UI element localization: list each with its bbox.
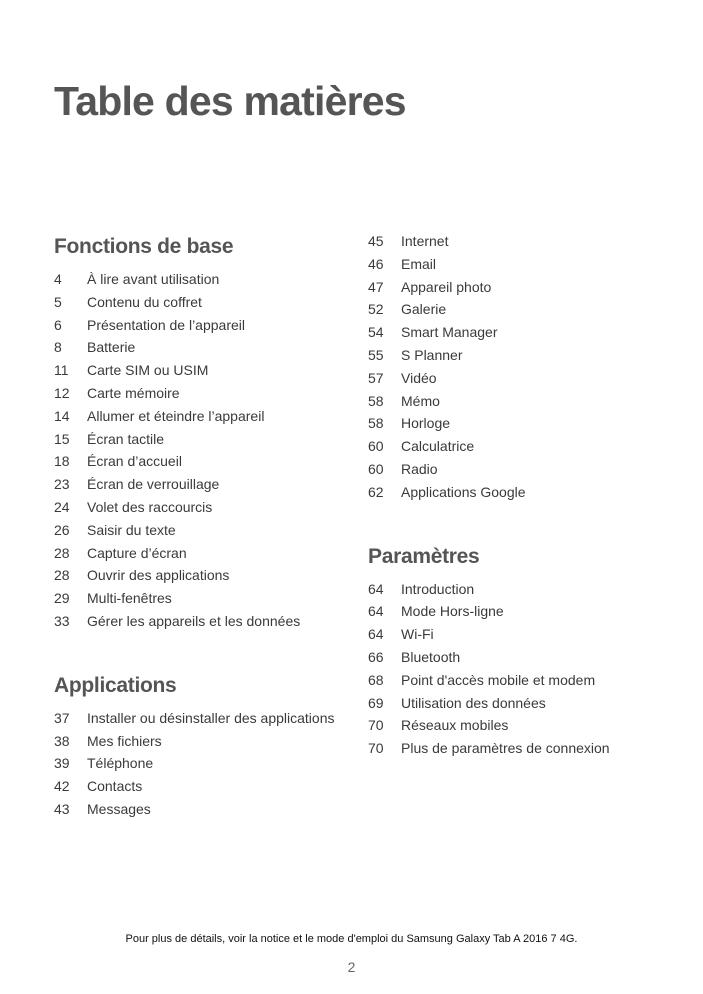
toc-page-number: 15 (54, 430, 70, 447)
toc-entry[interactable] (368, 321, 668, 344)
section-heading: Paramètres (368, 544, 480, 568)
toc-entry-label: Mes fichiers (87, 732, 162, 749)
toc-entry-label: Batterie (87, 339, 136, 356)
toc-list (368, 230, 668, 504)
toc-entry[interactable] (54, 610, 354, 633)
toc-page-number: 52 (368, 301, 384, 318)
toc-entry[interactable] (54, 564, 354, 587)
toc-entry[interactable] (54, 775, 354, 798)
toc-entry[interactable] (54, 428, 354, 451)
toc-entry-label: Horloge (401, 415, 451, 432)
toc-entry-label: Bluetooth (401, 648, 461, 665)
toc-page-number: 58 (368, 392, 384, 409)
toc-entry[interactable] (368, 646, 668, 669)
toc-entry[interactable] (54, 730, 354, 753)
toc-entry-label: Écran d’accueil (87, 453, 182, 470)
toc-page-number: 58 (368, 415, 384, 432)
toc-entry-label: Écran de verrouillage (87, 476, 220, 493)
toc-entry-label: Point d'accès mobile et modem (401, 671, 596, 688)
toc-page-number: 57 (368, 369, 384, 386)
toc-entry-label: Email (401, 255, 437, 272)
toc-entry-label: Mode Hors-ligne (401, 603, 504, 620)
section-applications-continued (368, 230, 668, 504)
toc-entry-label: Contacts (87, 778, 143, 795)
toc-entry-label: Allumer et éteindre l’appareil (87, 407, 265, 424)
toc-page-number: 29 (54, 590, 70, 607)
toc-entry-label: Smart Manager (401, 324, 498, 341)
toc-page-number: 55 (368, 346, 384, 363)
toc-page-number: 42 (54, 778, 70, 795)
toc-page-number: 8 (54, 339, 62, 356)
toc-entry[interactable] (54, 450, 354, 473)
toc-page-number: 5 (54, 293, 62, 310)
toc-entry[interactable] (368, 737, 668, 760)
toc-entry-label: Internet (401, 233, 449, 249)
toc-entry[interactable] (54, 268, 354, 291)
toc-page-number: 38 (54, 732, 70, 749)
toc-page-number: 68 (368, 671, 384, 688)
toc-page-number: 23 (54, 476, 70, 493)
toc-entry[interactable] (54, 707, 354, 730)
toc-entry[interactable] (368, 253, 668, 276)
toc-entry[interactable] (368, 298, 668, 321)
toc-page-number: 43 (54, 800, 70, 817)
toc-page-number: 54 (368, 324, 384, 341)
footer-note: Pour plus de détails, voir la notice et le mode d'emploi du Samsung Galaxy Tab A 2016 7 4G. (125, 933, 578, 945)
toc-entry-label: Plus de paramètres de connexion (401, 740, 610, 757)
toc-entry-label: Messages (87, 800, 151, 817)
toc-page-number: 64 (368, 580, 384, 597)
toc-entry[interactable] (54, 314, 354, 337)
toc-page-number: 28 (54, 567, 70, 584)
toc-page-number: 6 (54, 316, 62, 333)
toc-entry[interactable] (368, 276, 668, 299)
toc-list (54, 268, 354, 633)
toc-entry-label: Galerie (401, 301, 447, 318)
toc-page-number: 26 (54, 521, 70, 538)
toc-entry[interactable] (368, 412, 668, 435)
toc-entry-label: Contenu du coffret (87, 293, 202, 310)
toc-entry-label: Calculatrice (401, 438, 475, 455)
toc-entry-label: Volet des raccourcis (87, 498, 213, 515)
toc-entry-label: Présentation de l’appareil (87, 316, 245, 333)
toc-entry[interactable] (54, 473, 354, 496)
toc-list (54, 707, 354, 821)
toc-entry[interactable] (54, 382, 354, 405)
page-number: 2 (347, 959, 356, 975)
toc-entry[interactable] (54, 359, 354, 382)
toc-page-number: 60 (368, 460, 384, 477)
toc-entry-label: À lire avant utilisation (87, 271, 220, 287)
toc-entry[interactable] (54, 405, 354, 428)
toc-entry-label: Carte SIM ou USIM (87, 362, 209, 379)
toc-entry-label: Réseaux mobiles (401, 717, 509, 734)
toc-entry-label: Capture d’écran (87, 544, 187, 561)
toc-entry[interactable] (54, 519, 354, 542)
toc-entry[interactable] (54, 752, 354, 775)
toc-page-number: 70 (368, 740, 384, 757)
toc-entry[interactable] (54, 587, 354, 610)
toc-left-column (54, 232, 354, 821)
toc-entry-label: Wi-Fi (401, 626, 434, 643)
toc-entry-label: S Planner (401, 346, 463, 363)
toc-page-number: 11 (54, 362, 69, 379)
toc-entry-label: Vidéo (401, 369, 437, 386)
toc-entry-label: Écran tactile (87, 430, 165, 447)
toc-entry[interactable] (54, 496, 354, 519)
toc-page-number: 66 (368, 648, 384, 665)
toc-entry[interactable] (368, 714, 668, 737)
toc-entry[interactable] (368, 623, 668, 646)
toc-entry-label: Saisir du texte (87, 521, 176, 538)
toc-page-number: 64 (368, 603, 384, 620)
toc-entry-label: Utilisation des données (401, 694, 546, 711)
section-heading: Fonctions de base (54, 235, 234, 258)
toc-entry-label: Mémo (401, 392, 440, 409)
toc-entry[interactable] (54, 542, 354, 565)
toc-page-number: 64 (368, 626, 384, 643)
toc-entry[interactable] (54, 291, 354, 314)
toc-entry-label: Gérer les appareils et les données (87, 612, 301, 629)
toc-page-number: 45 (368, 233, 384, 249)
section-applications (54, 671, 354, 821)
toc-entry[interactable] (54, 798, 354, 821)
toc-entry[interactable] (368, 390, 668, 413)
toc-page-number: 60 (368, 438, 384, 455)
toc-entry[interactable] (368, 344, 668, 367)
toc-page-number: 47 (368, 278, 384, 295)
section-parametres (368, 542, 668, 760)
toc-page-number: 37 (54, 709, 70, 726)
toc-entry[interactable] (368, 600, 668, 623)
toc-entry-label: Appareil photo (401, 278, 492, 295)
toc-page-number: 28 (54, 544, 70, 561)
toc-entry-label: Radio (401, 460, 438, 477)
toc-page-number: 46 (368, 255, 384, 272)
toc-page-number: 14 (54, 407, 70, 424)
toc-page-number: 24 (54, 498, 70, 515)
toc-page-number: 69 (368, 694, 384, 711)
toc-entry[interactable] (368, 481, 668, 504)
toc-entry[interactable] (368, 458, 668, 481)
toc-entry-label: Applications Google (401, 483, 526, 500)
toc-page-number: 18 (54, 453, 70, 470)
toc-page-number: 70 (368, 717, 384, 734)
toc-entry-label: Téléphone (87, 755, 154, 772)
toc-entry-label: Ouvrir des applications (87, 567, 230, 584)
section-fonctions-de-base (54, 232, 354, 633)
toc-entry-label: Installer ou désinstaller des applications (87, 709, 335, 726)
toc-list (368, 578, 668, 760)
toc-page-number: 12 (54, 384, 70, 401)
toc-page-number: 39 (54, 755, 70, 772)
toc-entry[interactable] (368, 435, 668, 458)
toc-page-number: 62 (368, 483, 384, 500)
toc-page-number: 33 (54, 612, 70, 629)
page-title: Table des matières (54, 78, 406, 124)
toc-entry[interactable] (368, 367, 668, 390)
toc-entry-label: Carte mémoire (87, 384, 180, 401)
toc-right-column (368, 230, 668, 760)
toc-page-number: 4 (54, 271, 62, 287)
toc-entry-label: Multi-fenêtres (87, 590, 172, 607)
toc-entry-label: Introduction (401, 580, 475, 597)
toc-entry[interactable] (368, 669, 668, 692)
toc-entry[interactable] (368, 578, 668, 601)
toc-entry[interactable] (54, 336, 354, 359)
toc-entry[interactable] (368, 692, 668, 715)
toc-entry[interactable] (368, 230, 668, 253)
section-heading: Applications (54, 673, 177, 697)
